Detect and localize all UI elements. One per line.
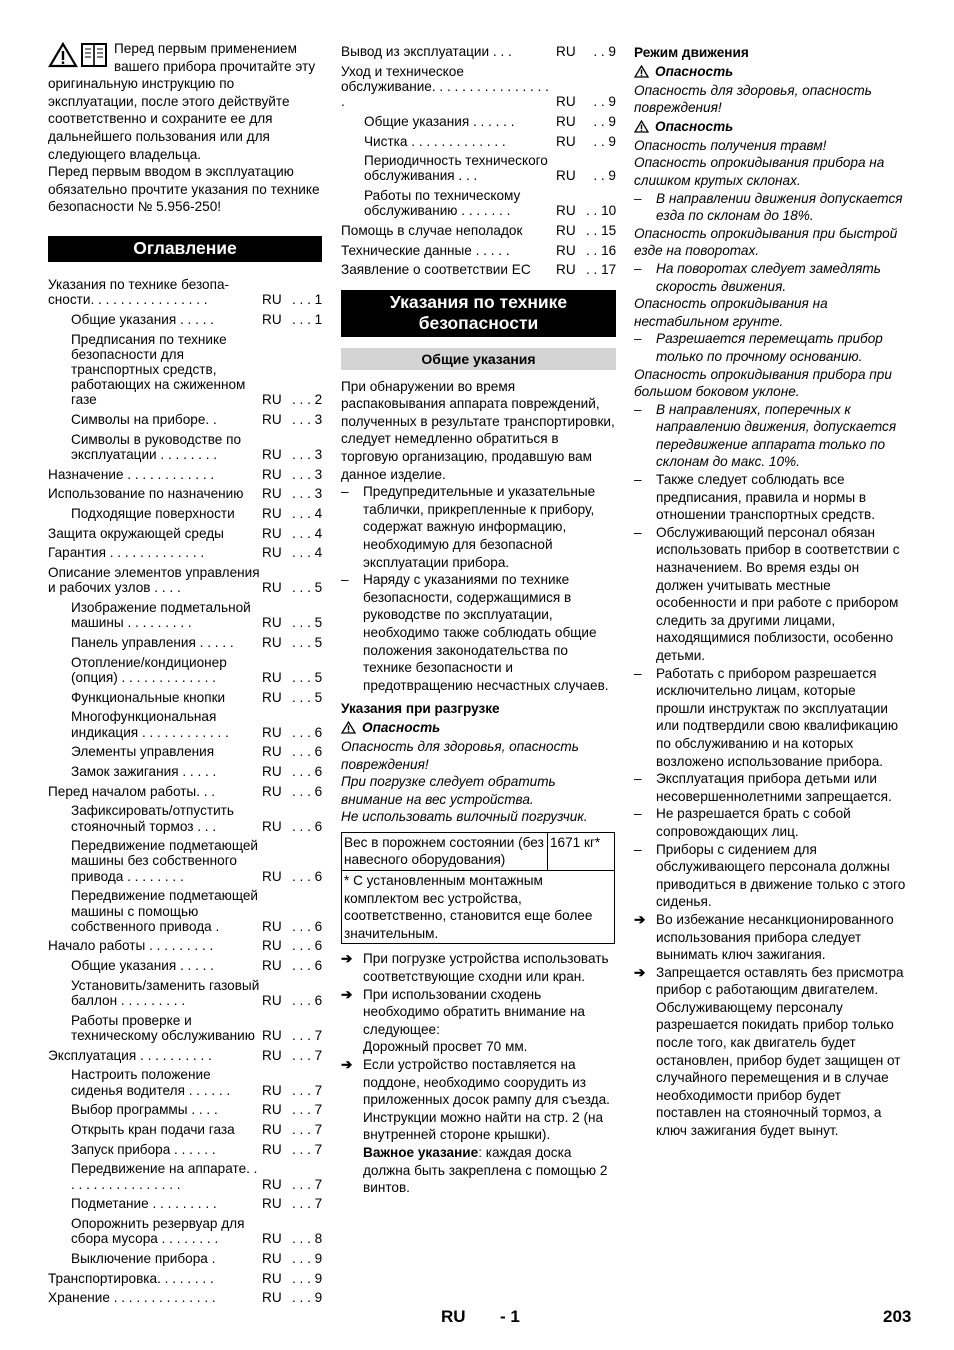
toc-entry-page: . . . 3 bbox=[292, 446, 323, 462]
toc-entry-page: . . 9 bbox=[593, 168, 616, 184]
toc-entry-page: . . 9 bbox=[593, 133, 616, 149]
unload-title: Указания при разгрузке bbox=[341, 701, 500, 717]
toc-entry-title: Запуск прибора . . . . . . bbox=[71, 1141, 216, 1157]
toc-entry-title: Подходящие поверхности bbox=[71, 506, 235, 522]
toc-entry-title: Символы на приборе. . bbox=[71, 412, 217, 428]
toc-entry-lang: RU bbox=[556, 94, 576, 110]
toc-entry[interactable] bbox=[48, 467, 322, 482]
toc-entry[interactable] bbox=[48, 1122, 322, 1137]
toc-entry-lang: RU bbox=[262, 1047, 282, 1063]
toc-entry-lang: RU bbox=[262, 669, 282, 685]
toc-entry[interactable] bbox=[48, 1067, 322, 1097]
toc-entry-page: . . . 8 bbox=[292, 1231, 323, 1247]
toc-entry-page: . . 9 bbox=[593, 94, 616, 110]
toc-entry-page: . . . 6 bbox=[292, 783, 323, 799]
toc-entry[interactable] bbox=[48, 332, 322, 408]
toc-entry-lang: RU bbox=[262, 1027, 282, 1043]
weight-note: * С установленным монтажным комплектом вес устройства, соответственно, становится еще более значительным. bbox=[342, 871, 615, 944]
toc-entry[interactable] bbox=[48, 838, 322, 884]
toc-entry-title: Технические данные . . . . . bbox=[341, 242, 510, 258]
toc-entry[interactable] bbox=[48, 600, 322, 630]
toc-entry-lang: RU bbox=[262, 1082, 282, 1098]
footer-page-number: 203 bbox=[883, 1307, 912, 1326]
toc-entry-page: . . . 6 bbox=[292, 958, 323, 974]
toc-entry-lang: RU bbox=[556, 223, 576, 239]
toc-entry-page: . . . 5 bbox=[292, 580, 323, 596]
toc-entry[interactable] bbox=[48, 486, 322, 501]
general-text: При обнаружении во время распаковывания аппарата повреждений, полученных в результате транспортировки, следует немедленно обратиться в торговую организацию, продавшую вам данное изделие. bbox=[341, 378, 615, 482]
list-item: – Наряду с указаниями по технике безопасности, содержащимися в руководстве по эксплуатации, необходимо также соблюдать общие положения законодательства по технике безопасности и предотвращению несчастных случаев. bbox=[341, 572, 609, 693]
unload-notice: При погрузке следует обратить внимание на вес устройства. bbox=[341, 774, 556, 807]
toc-entry-page: . . . 7 bbox=[292, 1196, 323, 1212]
toc-entry-title: Общие указания . . . . . . bbox=[364, 113, 515, 129]
toc-entry-title: Транспортировка. . . . . . . . bbox=[48, 1270, 214, 1286]
toc-entry-page: . . . 6 bbox=[292, 724, 323, 740]
toc-entry-page: . . . 6 bbox=[292, 868, 323, 884]
toc-entry-title: Работы по техническому обслуживанию . . . . . . . bbox=[364, 188, 521, 219]
warning-triangle-icon bbox=[634, 120, 649, 133]
toc-entry[interactable] bbox=[341, 153, 616, 183]
toc-entry-page: . . . 1 bbox=[292, 292, 323, 308]
toc-entry-title: Установить/заменить газовый баллон . . . . . . . . . bbox=[71, 977, 260, 1009]
driving-title: Режим движения bbox=[634, 45, 749, 60]
toc-list-1 bbox=[48, 277, 322, 1306]
warning-triangle-icon bbox=[634, 65, 649, 78]
list-item: – Также следует соблюдать все предписания, правила и нормы в отношении транспортных средств. bbox=[634, 472, 875, 523]
toc-entry-lang: RU bbox=[556, 242, 576, 258]
toc-entry[interactable] bbox=[48, 938, 322, 953]
intro-block bbox=[48, 40, 322, 216]
toc-entry-title: Начало работы . . . . . . . . . bbox=[48, 938, 214, 954]
toc-entry-title: Уход и техническое обслуживание. . . . . . . . . . . . . . . . . bbox=[341, 63, 549, 110]
list-item: – В направлениях, поперечных к направлению движения, допускается передвижение аппарата только по склонам до макс. 10%. bbox=[634, 401, 897, 470]
toc-entry-title: Общие указания . . . . . bbox=[71, 311, 214, 327]
toc-entry-page: . . . 4 bbox=[292, 525, 323, 541]
toc-entry-lang: RU bbox=[262, 580, 282, 596]
toc-entry-lang: RU bbox=[262, 993, 282, 1009]
toc-entry-title: Назначение . . . . . . . . . . . . bbox=[48, 466, 215, 482]
toc-entry-title: Опорожнить резервуар для сбора мусора . . . . . . . . bbox=[71, 1216, 245, 1247]
toc-entry-page: . . . 9 bbox=[292, 1270, 323, 1286]
toc-entry-title: Гарантия . . . . . . . . . . . . . bbox=[48, 545, 205, 561]
toc-entry-lang: RU bbox=[262, 545, 282, 561]
arrow-item: ➔ Если устройство поставляется на поддоне, необходимо соорудить из приложенных досок рампу для съезда. bbox=[341, 1057, 610, 1108]
toc-entry-page: . . . 5 bbox=[292, 635, 323, 650]
toc-entry-page: . . . 9 bbox=[292, 1290, 323, 1306]
toc-entry[interactable] bbox=[48, 784, 322, 799]
toc-entry-page: . . . 5 bbox=[292, 669, 323, 685]
weight-value: 1671 кг* bbox=[548, 832, 615, 870]
toc-entry-lang: RU bbox=[262, 1102, 282, 1118]
toc-entry[interactable] bbox=[341, 44, 616, 59]
weight-label: Вес в порожнем состоянии (без навесного оборудования) bbox=[342, 832, 548, 870]
toc-title: Оглавление bbox=[48, 236, 322, 262]
toc-entry-title: Панель управления . . . . . bbox=[71, 635, 234, 650]
toc-entry-title: Выключение прибора . bbox=[71, 1250, 216, 1266]
toc-entry-page: . . . 7 bbox=[292, 1102, 323, 1118]
list-item: – Приборы с сидением для обслуживающего персонала должны приводиться в движение только с этого сиденья. bbox=[634, 841, 906, 910]
arrow-item: ➔ Запрещается оставлять без присмотра прибор с работающим двигателем. Обслуживающему персоналу разрешается покидать прибор только после того, как двигатель будет остановлен, прибор будет защищен от случайного перемещения и в случае необходимости прибор будет поставлен на стояночный тормоз, а ключ зажигания будет вынут. bbox=[634, 964, 904, 1139]
toc-entry-lang: RU bbox=[262, 615, 282, 631]
toc-entry-lang: RU bbox=[556, 168, 576, 184]
toc-entry[interactable] bbox=[48, 655, 322, 685]
toc-entry-page: . . . 2 bbox=[292, 392, 323, 408]
clearance-text: Дорожный просвет 70 мм. bbox=[363, 1039, 528, 1055]
toc-entry-title: Предписания по технике безопасности для транспортных средств, работающих на сжиженном газе bbox=[71, 331, 246, 408]
toc-entry-page: . . 16 bbox=[586, 242, 617, 258]
toc-entry-title: Многофункциональная индикация . . . . . . . . . . . . bbox=[71, 709, 229, 740]
toc-entry-page: . . 9 bbox=[593, 113, 616, 129]
toc-entry-lang: RU bbox=[262, 311, 282, 327]
arrow-right-icon: ➔ bbox=[341, 951, 353, 967]
toc-entry[interactable] bbox=[48, 690, 322, 705]
toc-entry[interactable] bbox=[48, 958, 322, 973]
toc-entry-lang: RU bbox=[262, 958, 282, 974]
toc-entry-page: . . . 6 bbox=[292, 744, 323, 760]
toc-entry-lang: RU bbox=[262, 1270, 282, 1286]
toc-entry-page: . . 15 bbox=[586, 223, 617, 239]
toc-entry-lang: RU bbox=[262, 744, 282, 760]
toc-entry[interactable] bbox=[48, 506, 322, 521]
toc-entry-lang: RU bbox=[556, 44, 576, 59]
toc-entry-title: Передвижение подметающей машины с помощью собственного привода . bbox=[71, 888, 259, 934]
toc-entry-lang: RU bbox=[262, 466, 282, 482]
list-item: – Предупредительные и указательные таблички, прикрепленные к прибору, содержат важную информацию, необходимую для безопасной эксплуатации прибора. bbox=[341, 484, 596, 570]
tip-text: Опасность опрокидывания прибора при большом боковом уклоне. bbox=[634, 366, 892, 400]
warning-triangle-icon bbox=[341, 721, 356, 734]
instructions-text: Инструкции можно найти на стр. 2 (на внутренней стороне крышки). bbox=[363, 1109, 604, 1143]
column-left bbox=[48, 40, 322, 1310]
toc-entry-page: . . . 7 bbox=[292, 1176, 323, 1192]
toc-entry-page: . . . 3 bbox=[292, 466, 323, 482]
toc-entry-lang: RU bbox=[262, 1121, 282, 1137]
toc-entry-title: Символы в руководстве по эксплуатации . . . . . . . . bbox=[71, 431, 242, 462]
list-item: – Не разрешается брать с собой сопровождающих лиц. bbox=[634, 806, 851, 839]
toc-entry[interactable] bbox=[48, 412, 322, 427]
toc-entry[interactable] bbox=[48, 1142, 322, 1157]
toc-entry-page: . . 17 bbox=[586, 262, 617, 278]
tip-text: Опасность опрокидывания на нестабильном грунте. bbox=[634, 296, 828, 329]
toc-entry[interactable] bbox=[48, 1048, 322, 1063]
arrow-item: ➔ При использовании сходень необходимо обратить внимание на следующее: bbox=[341, 986, 585, 1037]
toc-entry[interactable] bbox=[48, 1216, 322, 1246]
toc-entry[interactable] bbox=[341, 243, 616, 258]
toc-entry-title: Описание элементов управления и рабочих узлов . . . . bbox=[48, 565, 260, 596]
list-item: – Обслуживающий персонал обязан использовать прибор в соответствии с назначением. Во время езды он должен учитывать местные особенности и при работе с прибором следить за другими лицами, находящимися поблизости, особенно детьми. bbox=[634, 524, 900, 663]
footer-page-local: - 1 bbox=[500, 1307, 520, 1326]
toc-entry[interactable] bbox=[48, 565, 322, 595]
toc-entry-title: Вывод из эксплуатации . . . bbox=[341, 44, 512, 59]
danger-heading: Опасность bbox=[634, 117, 908, 137]
toc-entry-title: Работы проверке и техническому обслуживанию bbox=[71, 1012, 255, 1043]
arrow-right-icon: ➔ bbox=[341, 1057, 353, 1073]
toc-entry-lang: RU bbox=[556, 113, 576, 129]
arrow-right-icon: ➔ bbox=[341, 986, 353, 1002]
toc-entry-lang: RU bbox=[262, 412, 282, 428]
toc-entry[interactable] bbox=[341, 64, 616, 110]
toc-entry[interactable] bbox=[48, 888, 322, 934]
toc-entry-title: Заявление о соответствии ЕС bbox=[341, 262, 531, 278]
toc-entry-title: Настроить положение сиденья водителя . . . . . . bbox=[71, 1067, 231, 1098]
toc-entry-page: . . . 4 bbox=[292, 506, 323, 522]
toc-entry[interactable] bbox=[48, 1013, 322, 1043]
toc-entry[interactable] bbox=[341, 223, 616, 238]
toc-entry-page: . . 10 bbox=[586, 203, 617, 219]
toc-entry-title: Подметание . . . . . . . . . bbox=[71, 1196, 217, 1212]
toc-entry[interactable] bbox=[48, 803, 322, 833]
toc-entry[interactable] bbox=[48, 1271, 322, 1286]
weight-table bbox=[341, 832, 615, 945]
important-note: Важное указание: каждая доска должна быть закреплена с помощью 2 винтов. bbox=[363, 1144, 608, 1196]
toc-entry-title: Передвижение подметающей машины без собственного привода . . . . . . . . bbox=[71, 838, 259, 884]
toc-entry[interactable] bbox=[48, 277, 322, 307]
toc-entry-lang: RU bbox=[556, 262, 576, 278]
toc-entry-lang: RU bbox=[262, 525, 282, 541]
toc-entry-page: . . . 7 bbox=[292, 1047, 323, 1063]
toc-entry-title: Периодичность технического обслуживания . . . bbox=[364, 153, 548, 184]
toc-entry-page: . . 9 bbox=[593, 44, 616, 59]
toc-entry-lang: RU bbox=[556, 203, 576, 219]
column-right bbox=[634, 44, 908, 1140]
toc-entry-page: . . . 5 bbox=[292, 615, 323, 631]
toc-entry-page: . . . 4 bbox=[292, 545, 323, 561]
toc-entry-title: Эксплуатация . . . . . . . . . . bbox=[48, 1047, 212, 1063]
toc-entry[interactable] bbox=[341, 188, 616, 218]
toc-entry-lang: RU bbox=[262, 392, 282, 408]
column-middle bbox=[341, 44, 616, 1197]
toc-entry-title: Хранение . . . . . . . . . . . . . . bbox=[48, 1290, 216, 1306]
tip-text: Опасность опрокидывания прибора на слишком крутых склонах. bbox=[634, 155, 885, 188]
toc-entry-page: . . . 7 bbox=[292, 1141, 323, 1157]
list-item: – Эксплуатация прибора детьми или несовершеннолетними запрещается. bbox=[634, 771, 892, 804]
unload-no-fork: Не использовать вилочный погрузчик. bbox=[341, 809, 588, 825]
unload-danger: Опасность для здоровья, опасность повреждения! bbox=[341, 738, 579, 772]
toc-entry-lang: RU bbox=[262, 783, 282, 799]
danger-heading: Опасность bbox=[634, 62, 908, 82]
toc-entry-lang: RU bbox=[262, 868, 282, 884]
toc-entry[interactable] bbox=[48, 1196, 322, 1211]
toc-entry[interactable] bbox=[48, 978, 322, 1008]
toc-entry-title: Передвижение на аппарате. . . . . . . . . . . . . . . . . bbox=[71, 1161, 258, 1192]
toc-entry-page: . . . 9 bbox=[292, 1250, 323, 1266]
toc-entry-title: Помощь в случае неполадок bbox=[341, 223, 523, 239]
toc-entry-page: . . . 3 bbox=[292, 412, 323, 428]
toc-entry[interactable] bbox=[48, 709, 322, 739]
toc-entry[interactable] bbox=[48, 545, 322, 560]
toc-entry-title: Замок зажигания . . . . . bbox=[71, 763, 217, 779]
tip-text: Опасность опрокидывания при быстрой езде на поворотах. bbox=[634, 225, 898, 259]
danger-text: Опасность для здоровья, опасность повреждения! bbox=[634, 82, 872, 116]
toc-entry-lang: RU bbox=[262, 1176, 282, 1192]
toc-entry-lang: RU bbox=[262, 724, 282, 740]
toc-entry[interactable] bbox=[341, 134, 616, 149]
toc-entry[interactable] bbox=[341, 114, 616, 129]
toc-entry-lang: RU bbox=[262, 486, 282, 502]
toc-entry-page: . . . 7 bbox=[292, 1082, 323, 1098]
toc-entry-lang: RU bbox=[262, 292, 282, 308]
toc-entry[interactable] bbox=[48, 312, 322, 327]
toc-entry-page: . . . 6 bbox=[292, 818, 323, 834]
intro-text: Перед первым применением вашего прибора прочитайте эту оригинальную инструкцию по эксплуатации, после этого действуйте соответственно и сохраните ее для дальнейшего пользования или для следующего владельца. bbox=[48, 41, 316, 162]
toc-entry-title: Функциональные кнопки bbox=[71, 689, 226, 705]
toc-entry-title: Зафиксировать/отпустить стояночный тормоз . . . bbox=[71, 803, 234, 834]
toc-entry-page: . . . 6 bbox=[292, 918, 323, 934]
toc-entry-lang: RU bbox=[262, 1290, 282, 1306]
toc-entry-lang: RU bbox=[262, 506, 282, 522]
toc-entry-lang: RU bbox=[262, 918, 282, 934]
toc-list-2 bbox=[341, 44, 616, 278]
arrow-item: ➔ Во избежание несанкционированного использования прибора следует вынимать ключ зажигания. bbox=[634, 911, 894, 963]
toc-entry[interactable] bbox=[48, 1251, 322, 1266]
toc-entry[interactable] bbox=[48, 635, 322, 650]
list-item: – Разрешается перемещать прибор только по прочному основанию. bbox=[634, 331, 883, 364]
intro-text-2: Перед первым вводом в эксплуатацию обязательно прочтите указания по технике безопасности № 5.956-250! bbox=[48, 164, 320, 215]
toc-entry-lang: RU bbox=[262, 1231, 282, 1247]
toc-entry-page: . . . 7 bbox=[292, 1121, 323, 1137]
toc-entry-title: Выбор программы . . . . bbox=[71, 1102, 218, 1118]
toc-entry-title: Изображение подметальной машины . . . . . . . . . bbox=[71, 600, 251, 631]
toc-entry-lang: RU bbox=[262, 446, 282, 462]
arrow-right-icon: ➔ bbox=[634, 911, 646, 927]
toc-entry[interactable] bbox=[48, 744, 322, 759]
toc-entry-page: . . . 6 bbox=[292, 993, 323, 1009]
list-item: – В направлении движения допускается езда по склонам до 18%. bbox=[634, 190, 903, 224]
toc-entry-page: . . . 6 bbox=[292, 938, 323, 954]
toc-entry-title: Открыть кран подачи газа bbox=[71, 1121, 235, 1137]
toc-entry-lang: RU bbox=[262, 1196, 282, 1212]
toc-entry-title: Общие указания . . . . . bbox=[71, 958, 214, 974]
toc-entry-page: . . . 5 bbox=[292, 689, 323, 705]
footer-lang: RU bbox=[441, 1307, 466, 1326]
toc-entry-title: Отопление/кондиционер (опция) . . . . . . . . . . . . . bbox=[71, 654, 227, 685]
list-item: – На поворотах следует замедлять скорость движения. bbox=[634, 260, 881, 294]
toc-entry-page: . . . 1 bbox=[292, 311, 323, 327]
arrow-item: ➔ При погрузке устройства использовать соответствующие сходни или кран. bbox=[341, 951, 609, 985]
toc-entry[interactable] bbox=[48, 432, 322, 462]
toc-entry-lang: RU bbox=[262, 763, 282, 779]
toc-entry-title: Чистка . . . . . . . . . . . . . bbox=[364, 133, 506, 149]
toc-entry-lang: RU bbox=[262, 938, 282, 954]
toc-entry-lang: RU bbox=[262, 1250, 282, 1266]
list-item: – Работать с прибором разрешается исключительно лицам, которые прошли инструктаж по эксплуатации или подтвердили свою квалификацию по обслуживанию и на которых возложено использование прибора. bbox=[634, 665, 899, 769]
safety-title: Указания по технике безопасности bbox=[341, 290, 616, 337]
arrow-right-icon: ➔ bbox=[634, 964, 646, 980]
manual-book-icon bbox=[80, 42, 108, 68]
danger-heading: Опасность bbox=[341, 718, 616, 738]
toc-entry-title: Защита окружающей среды bbox=[48, 525, 224, 541]
warning-triangle-icon bbox=[48, 42, 78, 68]
toc-entry-lang: RU bbox=[262, 1141, 282, 1157]
toc-entry[interactable] bbox=[341, 262, 616, 277]
toc-entry[interactable] bbox=[48, 1161, 322, 1191]
toc-entry-lang: RU bbox=[262, 818, 282, 834]
toc-entry[interactable] bbox=[48, 764, 322, 779]
toc-entry-lang: RU bbox=[262, 689, 282, 705]
toc-entry-title: Использование по назначению bbox=[48, 486, 244, 502]
danger-text: Опасность получения травм! bbox=[634, 137, 827, 153]
toc-entry-title: Перед началом работы. . . bbox=[48, 783, 216, 799]
toc-entry-page: . . . 3 bbox=[292, 486, 323, 502]
general-title: Общие указания bbox=[341, 348, 616, 370]
intro-icons bbox=[48, 42, 108, 68]
toc-entry[interactable] bbox=[48, 526, 322, 541]
toc-entry-lang: RU bbox=[556, 133, 576, 149]
toc-entry-title: Элементы управления bbox=[71, 744, 215, 760]
toc-entry-title: Указания по технике безопа-сности. . . . . . . . . . . . . . . . bbox=[48, 276, 230, 308]
toc-entry-page: . . . 7 bbox=[292, 1027, 323, 1043]
toc-entry[interactable] bbox=[48, 1102, 322, 1117]
toc-entry-page: . . . 6 bbox=[292, 763, 323, 779]
toc-entry[interactable] bbox=[48, 1290, 322, 1305]
toc-entry-lang: RU bbox=[262, 635, 282, 650]
